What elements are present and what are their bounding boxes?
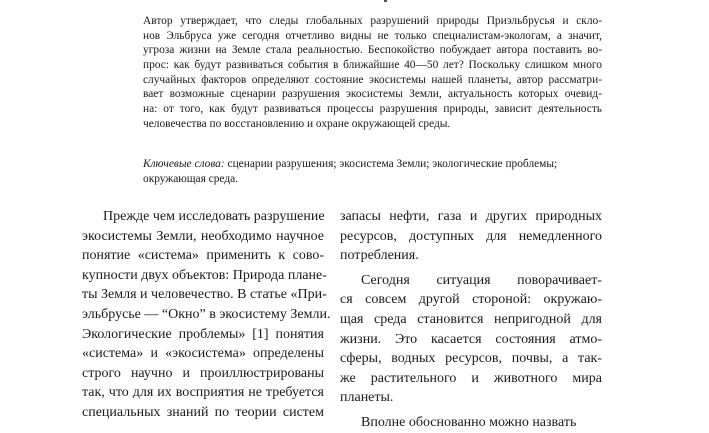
abstract-line: на: от того, как будут развиваться процессы разрушения природы, зависит деятельность [143, 102, 602, 115]
keywords-label: Ключевые слова: [143, 158, 225, 170]
abstract-line: прос: как будут развиваться события в ближайшие 40—50 лет? Поскольку слишком много [143, 58, 602, 71]
body-line: Вполне обоснованно можно назвать [361, 414, 577, 430]
body-line: планеты. [340, 390, 394, 406]
body-line: сферы, водных ресурсов, почвы, а так- [340, 351, 602, 367]
body-line: потребления. [340, 248, 419, 264]
body-line: запасы нефти, газа и других природных [340, 209, 602, 224]
body-line: ся совсем другой стороной: окружаю- [340, 292, 602, 308]
body-line: экосистемы Земли, необходимо научное [82, 228, 324, 244]
body-line: купности двух объектов: Природа плане- [82, 267, 327, 283]
body-line: ресурсов, доступных для немедленного [340, 228, 602, 244]
body-line: щая среда становится непригодной для [340, 311, 602, 327]
body-line: так, что для их восприятия не требуется [82, 385, 324, 401]
abstract-line: угроза жизни на Земле стала реальностью. Беспокойство побуждает автора поставить во- [143, 44, 602, 57]
body-line: эльбрусье — “Окно” в экосистему Земли. [82, 306, 331, 322]
body-line: ты Земля и человечество. В статье «При- [82, 287, 327, 303]
body-line: жизни. Это касается состояния атмо- [340, 331, 602, 347]
body-line: строго научно и проиллюстрированы [82, 365, 324, 381]
abstract-line: Автор утверждает, что следы глобальных разрушений природы Приэльбрусья и скло- [143, 15, 602, 27]
page-top-mark [384, 0, 387, 2]
body-column-right [340, 207, 602, 433]
keywords [143, 157, 608, 186]
body-column-left [82, 207, 331, 423]
abstract-line: вает возможные сценарии разрушения экосистемы Земли, актуальность которых очевид- [143, 88, 602, 101]
keywords-line: окружающая среда. [143, 172, 239, 185]
abstract-line: нов Эльбруса уже сегодня отчетливо видны не только специалистам-экологам, а значит, [143, 29, 602, 42]
keywords-line [143, 157, 608, 172]
body-line: же растительного и животного мира [340, 370, 602, 386]
body-line: «система» и «экосистема» определены [82, 346, 324, 362]
body-line: специальных знаний по теории систем [82, 404, 324, 420]
body-line: Экологические проблемы» [1] понятия [82, 326, 324, 342]
abstract [143, 14, 602, 131]
keywords-text: сценарии разрушения; экосистема Земли; экологические проблемы; [224, 158, 558, 170]
abstract-line: случайных факторов определяют состояние экосистемы нашей планеты, автор рассматри- [143, 73, 602, 86]
body-line: понятие «система» применить к сово- [82, 248, 324, 264]
abstract-line: человечества по восстановлению и охране окружающей среды. [143, 117, 451, 130]
body-line: Сегодня ситуация поворачивает- [361, 272, 602, 288]
body-line: Прежде чем исследовать разрушение [103, 209, 325, 224]
